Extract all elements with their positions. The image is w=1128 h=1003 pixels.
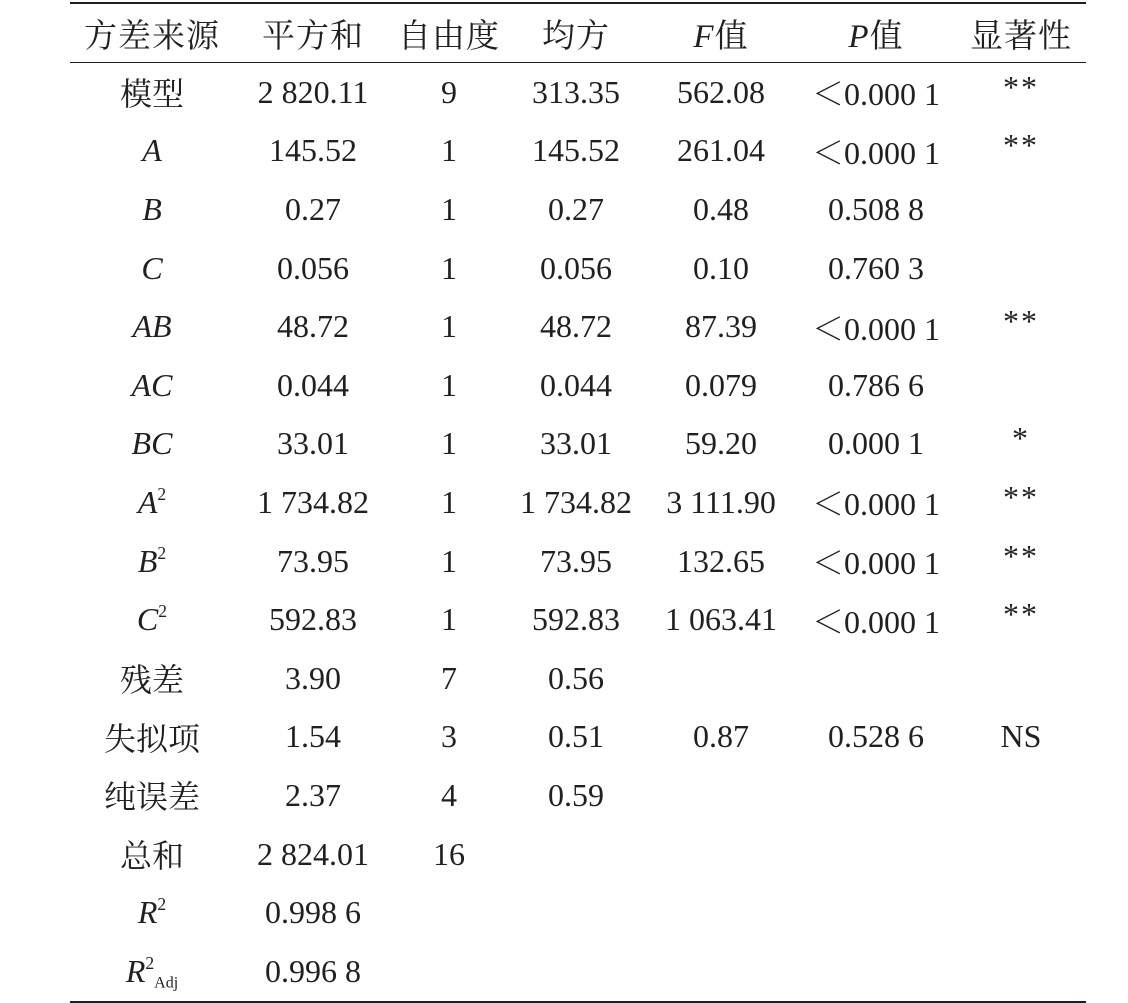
cell-source: [70, 649, 234, 708]
cell-degrees-of-freedom: 1: [441, 542, 457, 579]
cell-p-value: ＜0.000 1: [811, 545, 940, 582]
header-mean-square: 均方: [542, 18, 610, 55]
cell-source: [70, 180, 234, 239]
header-degrees-of-freedom: 自由度: [398, 18, 500, 55]
cell-degrees-of-freedom: 3: [441, 718, 457, 755]
cell-p-value: ＜0.000 1: [811, 486, 940, 523]
cell-p-value: [796, 649, 956, 708]
cell-source-text: 纯误差: [103, 779, 200, 816]
cell-source-superscript: 2: [157, 483, 167, 504]
cell-source-superscript: 2: [158, 600, 168, 621]
cell-mean-square: 1 734.82: [520, 483, 632, 520]
cell-sum-of-squares: 2 824.01: [257, 835, 369, 872]
cell-sum-of-squares: 145.52: [269, 132, 357, 169]
cell-significance: [956, 180, 1086, 239]
cell-f-value: [646, 825, 796, 884]
cell-significance: *: [1012, 420, 1030, 457]
cell-significance: **: [1003, 303, 1039, 340]
table-row: [70, 122, 1086, 181]
cell-p-value: ＜0.000 1: [811, 76, 940, 113]
cell-f-value: [646, 942, 796, 1001]
cell-sum-of-squares: 2 820.11: [257, 73, 369, 110]
cell-sum-of-squares: 1 734.82: [257, 483, 369, 520]
cell-source-text: 失拟项: [103, 720, 200, 757]
cell-p-value: 0.786 6: [828, 366, 924, 403]
cell-sum-of-squares: 33.01: [277, 425, 349, 462]
cell-p-value: [796, 883, 956, 942]
cell-sum-of-squares: 3.90: [285, 659, 341, 696]
cell-p-value: [796, 942, 956, 1001]
cell-degrees-of-freedom: 1: [441, 601, 457, 638]
header-f-value: [646, 4, 796, 62]
header-p-letter: P: [848, 18, 870, 55]
cell-source-superscript: 2: [157, 893, 167, 914]
cell-f-value: 132.65: [677, 542, 765, 579]
cell-significance: **: [1003, 127, 1039, 164]
cell-source: [70, 942, 234, 1001]
cell-mean-square: 0.56: [548, 659, 604, 696]
cell-f-value: 0.10: [693, 249, 749, 286]
cell-significance: [956, 766, 1086, 825]
table-row: [70, 825, 1086, 884]
cell-degrees-of-freedom: 1: [441, 308, 457, 345]
cell-source: [70, 473, 234, 532]
table-row: [70, 708, 1086, 767]
cell-sum-of-squares: 592.83: [269, 601, 357, 638]
header-p-value: [796, 4, 956, 62]
cell-mean-square: 0.056: [540, 249, 612, 286]
table-row: [70, 356, 1086, 415]
cell-sum-of-squares: 73.95: [277, 542, 349, 579]
cell-mean-square: [506, 825, 646, 884]
cell-mean-square: 33.01: [540, 425, 612, 462]
cell-source: [70, 825, 234, 884]
cell-sum-of-squares: 0.044: [277, 366, 349, 403]
cell-source: [70, 122, 234, 181]
cell-sum-of-squares: 0.27: [285, 190, 341, 227]
cell-source: [70, 883, 234, 942]
cell-source: [70, 297, 234, 356]
cell-p-value: [796, 825, 956, 884]
cell-mean-square: 73.95: [540, 542, 612, 579]
table-row: [70, 473, 1086, 532]
cell-source: [70, 708, 234, 767]
cell-significance: **: [1003, 537, 1039, 574]
cell-degrees-of-freedom: 7: [441, 659, 457, 696]
cell-source-text: 残差: [119, 662, 184, 699]
cell-source-text: R: [125, 952, 146, 989]
cell-degrees-of-freedom: 1: [441, 132, 457, 169]
cell-mean-square: 0.51: [548, 718, 604, 755]
anova-table-container: [70, 2, 1086, 1003]
cell-p-value: 0.000 1: [828, 425, 924, 462]
table-row: [70, 415, 1086, 474]
cell-source-text: A: [142, 132, 162, 169]
header-sum-of-squares: 平方和: [262, 18, 364, 55]
cell-degrees-of-freedom: 1: [441, 483, 457, 520]
cell-source-text: AB: [132, 308, 172, 345]
cell-degrees-of-freedom: 1: [441, 425, 457, 462]
cell-sum-of-squares: 48.72: [277, 308, 349, 345]
cell-source-text: A: [137, 483, 158, 520]
cell-p-value: 0.760 3: [828, 249, 924, 286]
cell-f-value: [646, 649, 796, 708]
cell-source-text: AC: [131, 366, 173, 403]
cell-significance: NS: [1000, 718, 1042, 755]
cell-f-value: 87.39: [685, 308, 757, 345]
cell-source-superscript: 2: [145, 952, 155, 973]
cell-source-text: 模型: [119, 76, 184, 113]
cell-mean-square: 145.52: [532, 132, 620, 169]
cell-mean-square: 0.27: [548, 190, 604, 227]
table-row: [70, 63, 1086, 122]
cell-mean-square: [506, 942, 646, 1001]
cell-f-value: 562.08: [677, 73, 765, 110]
cell-p-value: ＜0.000 1: [811, 603, 940, 640]
cell-mean-square: [506, 883, 646, 942]
cell-source-text: BC: [131, 425, 173, 462]
cell-f-value: [646, 883, 796, 942]
table-body: [70, 63, 1086, 1001]
cell-sum-of-squares: 0.998 6: [265, 894, 361, 931]
cell-p-value: 0.508 8: [828, 190, 924, 227]
cell-degrees-of-freedom: 1: [441, 366, 457, 403]
cell-source-text: 总和: [119, 838, 184, 875]
cell-source: [70, 63, 234, 122]
cell-source: [70, 532, 234, 591]
header-f-suffix: 值: [714, 18, 749, 55]
cell-source-subscript: Adj: [154, 974, 179, 992]
cell-f-value: 59.20: [685, 425, 757, 462]
cell-sum-of-squares: 0.996 8: [265, 952, 361, 989]
cell-sum-of-squares: 0.056: [277, 249, 349, 286]
cell-significance: [956, 356, 1086, 415]
table-row: [70, 649, 1086, 708]
cell-significance: **: [1003, 68, 1039, 105]
cell-significance: **: [1003, 478, 1039, 515]
header-f-letter: F: [693, 18, 715, 55]
cell-p-value: 0.528 6: [828, 718, 924, 755]
table-row: [70, 766, 1086, 825]
header-significance: 显著性: [970, 18, 1072, 55]
cell-source-text: B: [142, 190, 162, 227]
cell-f-value: 0.079: [685, 366, 757, 403]
cell-p-value: ＜0.000 1: [811, 310, 940, 347]
cell-f-value: 261.04: [677, 132, 765, 169]
cell-degrees-of-freedom: [392, 942, 506, 1001]
cell-mean-square: 592.83: [532, 601, 620, 638]
cell-f-value: 0.87: [693, 718, 749, 755]
header-source: 方差来源: [84, 18, 220, 55]
cell-p-value: ＜0.000 1: [811, 134, 940, 171]
cell-source-text: C: [141, 249, 163, 286]
cell-source: [70, 590, 234, 649]
cell-degrees-of-freedom: 1: [441, 249, 457, 286]
cell-mean-square: 0.044: [540, 366, 612, 403]
cell-significance: [956, 649, 1086, 708]
cell-mean-square: 0.59: [548, 776, 604, 813]
cell-source: [70, 415, 234, 474]
cell-degrees-of-freedom: 4: [441, 776, 457, 813]
cell-significance: **: [1003, 596, 1039, 633]
cell-source-text: B: [137, 542, 158, 579]
cell-f-value: 0.48: [693, 190, 749, 227]
cell-degrees-of-freedom: [392, 883, 506, 942]
cell-degrees-of-freedom: 9: [441, 73, 457, 110]
header-row: [70, 4, 1086, 62]
cell-f-value: 1 063.41: [665, 601, 777, 638]
table-row: [70, 590, 1086, 649]
table-row: [70, 942, 1086, 1001]
cell-significance: [956, 825, 1086, 884]
cell-source: [70, 239, 234, 298]
table-row: [70, 883, 1086, 942]
cell-significance: [956, 239, 1086, 298]
cell-source: [70, 766, 234, 825]
cell-source-text: R: [137, 894, 158, 931]
cell-f-value: 3 111.90: [666, 483, 776, 520]
cell-source-superscript: 2: [157, 542, 167, 563]
cell-p-value: [796, 766, 956, 825]
cell-significance: [956, 942, 1086, 1001]
cell-source-text: C: [136, 601, 159, 638]
cell-mean-square: 313.35: [532, 73, 620, 110]
anova-table: [70, 4, 1086, 1001]
cell-f-value: [646, 766, 796, 825]
cell-sum-of-squares: 2.37: [285, 776, 341, 813]
header-p-suffix: 值: [869, 18, 904, 55]
cell-mean-square: 48.72: [540, 308, 612, 345]
table-row: [70, 239, 1086, 298]
cell-significance: [956, 883, 1086, 942]
cell-degrees-of-freedom: 1: [441, 190, 457, 227]
cell-degrees-of-freedom: 16: [433, 835, 465, 872]
table-row: [70, 297, 1086, 356]
table-row: [70, 180, 1086, 239]
table-row: [70, 532, 1086, 591]
cell-source: [70, 356, 234, 415]
cell-sum-of-squares: 1.54: [285, 718, 341, 755]
